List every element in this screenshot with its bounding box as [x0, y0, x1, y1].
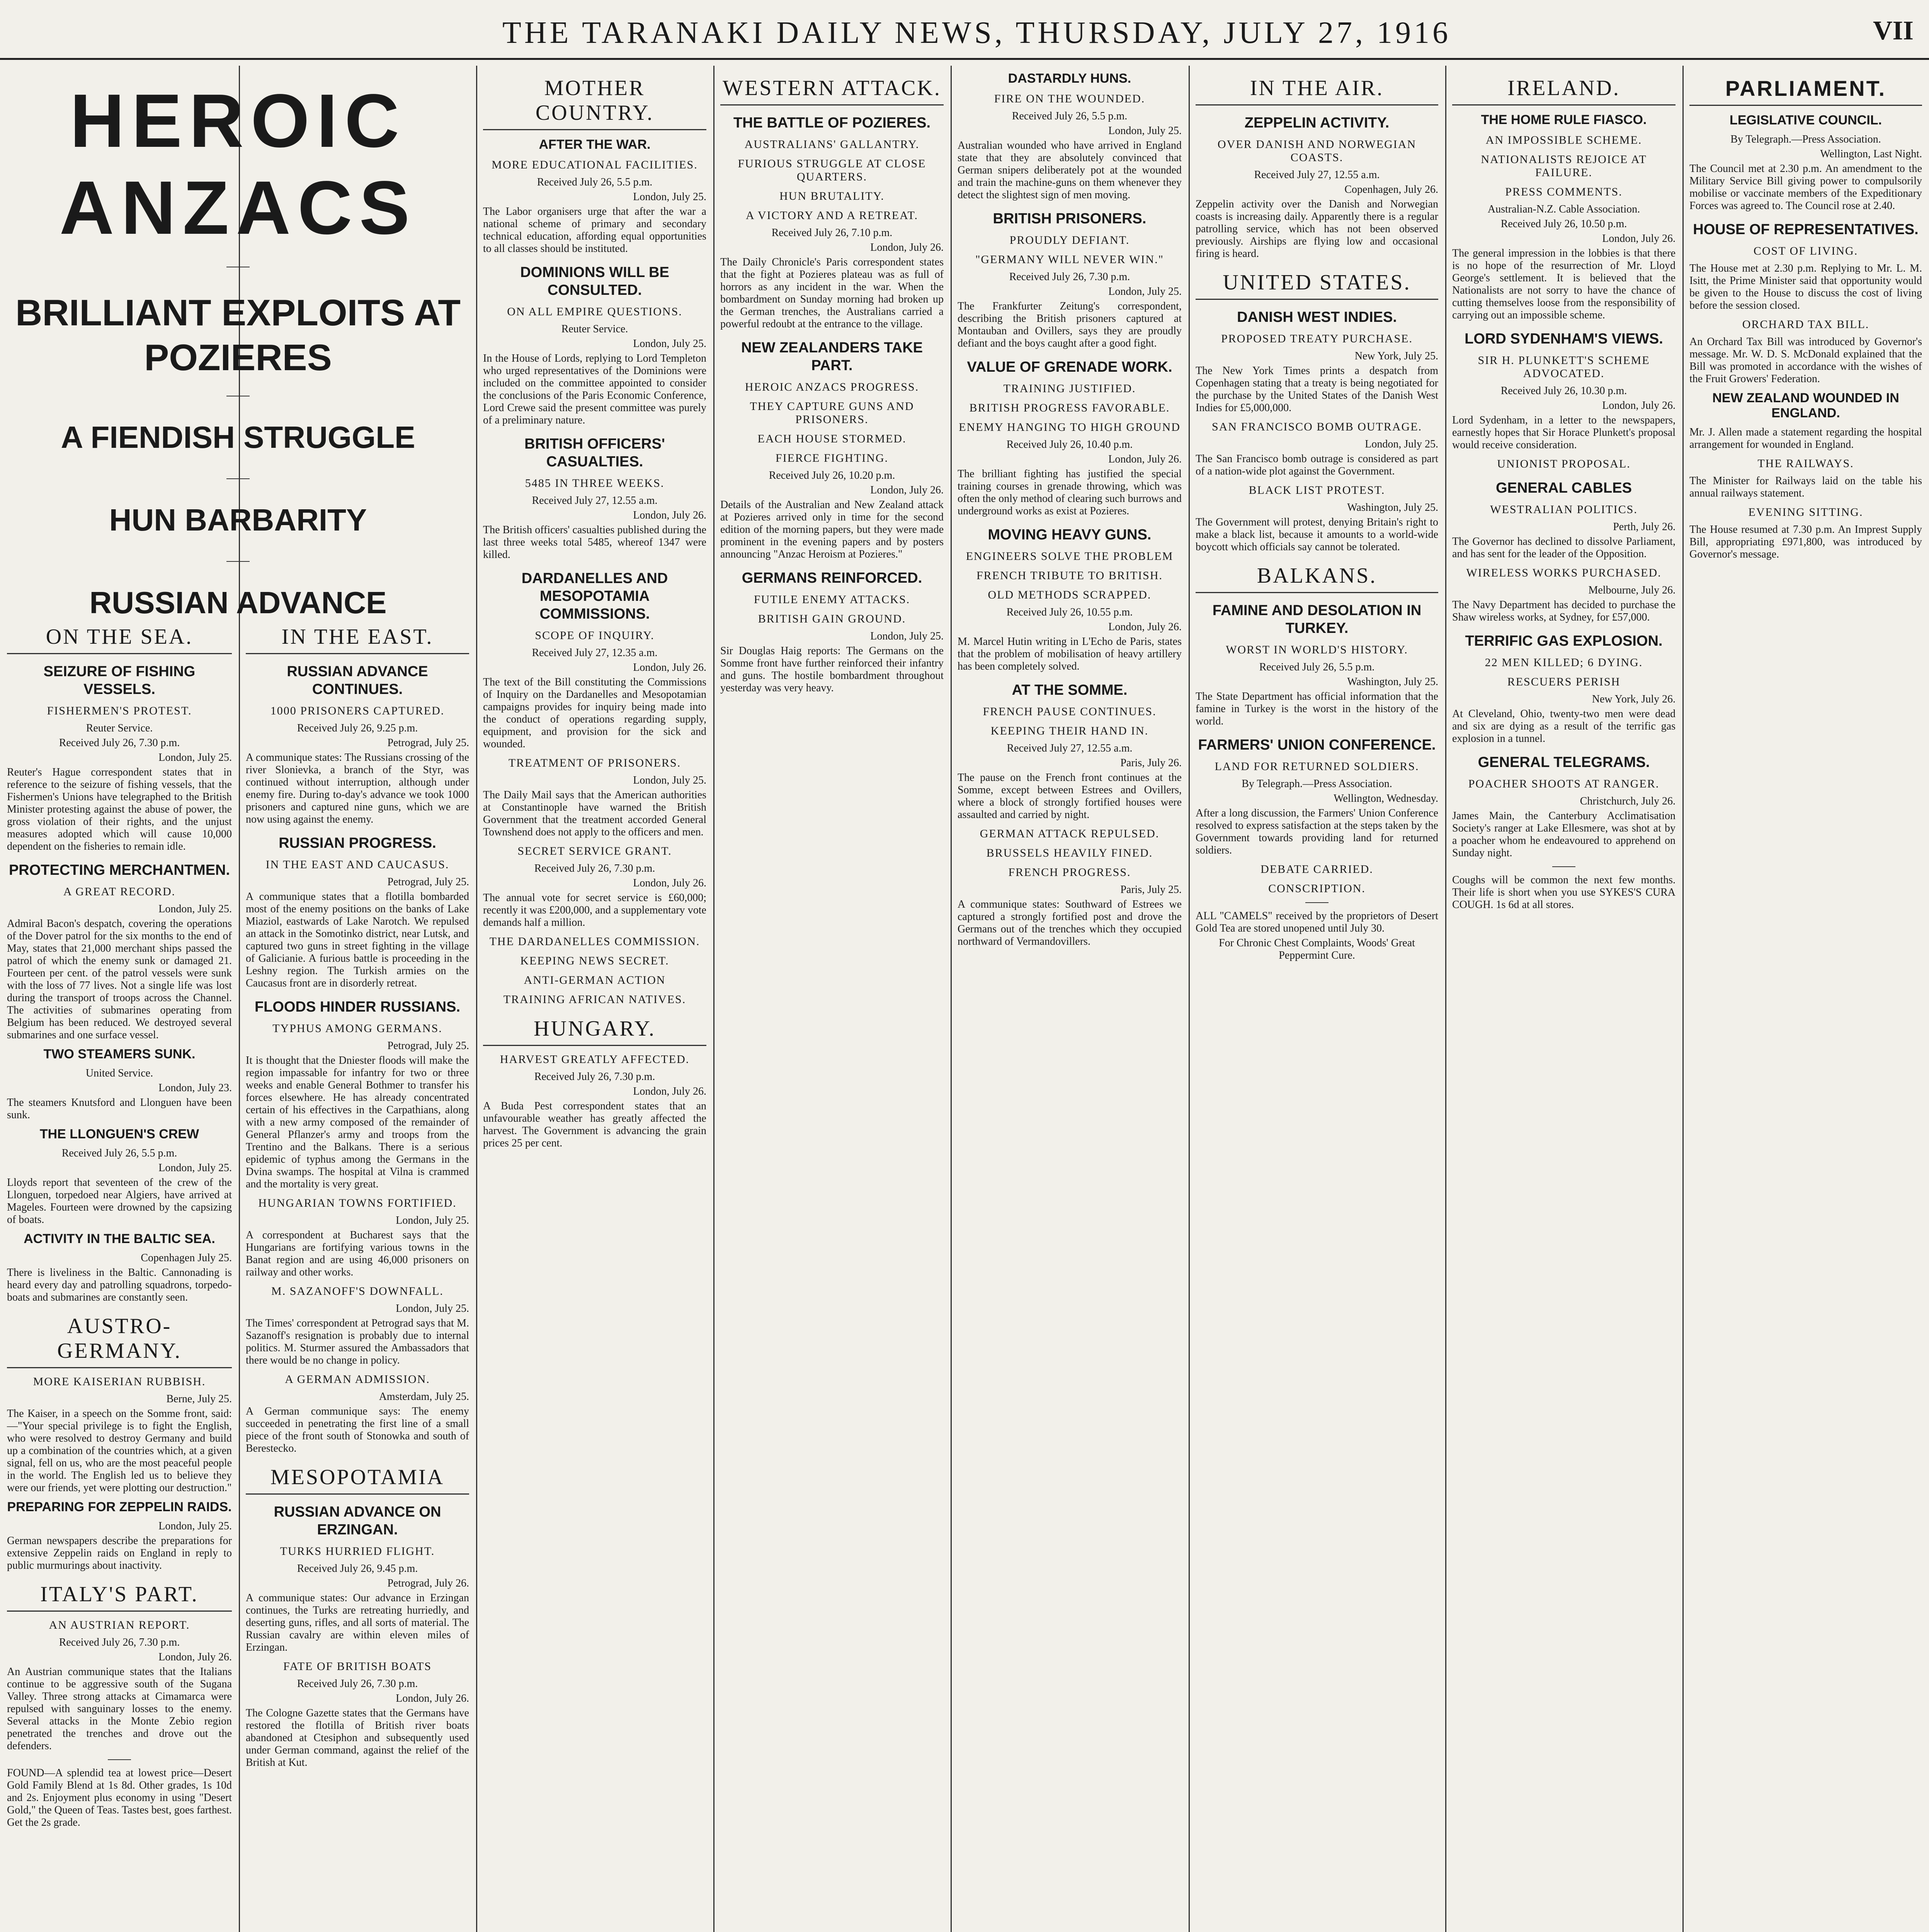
subhead: EACH HOUSE STORMED. — [757, 432, 907, 445]
subhead: NATIONALISTS REJOICE AT FAILURE. — [1481, 153, 1647, 179]
subhead: HARVEST GREATLY AFFECTED. — [500, 1053, 690, 1066]
page-number: VII — [1873, 16, 1914, 46]
article-body: Sir Douglas Haig reports: The Germans on the Somme front have further reinforced their infantry and guns. The hostile bombardment throughout yesterday was very heavy. — [720, 645, 944, 694]
article-body: Lloyds report that seventeen of the crew of the Llonguen, torpedoed near Algiers, have arrived at Mageles. Fourteen were drowned by the capsizing of boats. — [7, 1177, 232, 1226]
subhead: TURKS HURRIED FLIGHT. — [280, 1545, 435, 1558]
dateline: London, July 26. — [633, 509, 706, 521]
headline: AFTER THE WAR. — [539, 137, 651, 152]
column-3 — [476, 66, 713, 1932]
headline-fiendish-struggle: A FIENDISH STRUGGLE — [61, 420, 415, 454]
advertisement: For Chronic Chest Complaints, Woods' Great Peppermint Cure. — [1219, 937, 1415, 961]
headline: NEW ZEALANDERS TAKE PART. — [741, 340, 923, 374]
subhead: A VICTORY AND A RETREAT. — [745, 209, 919, 222]
article-body: It is thought that the Dniester floods will make the region impassable for infantry for two or three weeks and enable General Bothmer to transfer his forces elsewhere. He has already concentrated certain of his effectives in the Carpathians, along with a new army composed of the remainder of General Pflanzer's army and troops from the Trentino and the Balkans. There is a serious epidemic of typhus among the Germans in the Dvina swamps. The hospital at Vilna is crammed and the mortality is very great. — [246, 1054, 469, 1190]
subhead: POACHER SHOOTS AT RANGER. — [1468, 777, 1660, 790]
headline: BRITISH OFFICERS' CASUALTIES. — [524, 436, 665, 470]
subhead: WORST IN WORLD'S HISTORY. — [1226, 643, 1408, 656]
received: Received July 27, 12.55 a.m. — [1007, 742, 1133, 754]
dateline: London, July 26. — [396, 1692, 469, 1704]
subhead: FRENCH TRIBUTE TO BRITISH. — [976, 569, 1163, 582]
headline: LEGISLATIVE COUNCIL. — [1729, 113, 1882, 128]
article-body: After a long discussion, the Farmers' Union Conference resolved to express satisfaction at the steps taken by the Government towards providing land for returned soldiers. — [1196, 807, 1438, 856]
subhead: THE DARDANELLES COMMISSION. — [489, 935, 700, 948]
section-hungary: HUNGARY. — [483, 1016, 706, 1046]
article-body: A Buda Pest correspondent states that an unfavourable weather has greatly affected the harvest. The Government is advancing the grain prices 25 per cent. — [483, 1100, 706, 1149]
dateline: Petrograd, July 25. — [387, 737, 469, 749]
subhead: A GERMAN ADMISSION. — [285, 1373, 430, 1386]
subhead: ENGINEERS SOLVE THE PROBLEM — [966, 550, 1174, 563]
received: Received July 27, 12.55 a.m. — [532, 495, 658, 507]
divider — [1552, 866, 1575, 867]
headline: FLOODS HINDER RUSSIANS. — [254, 999, 461, 1015]
article-body: The general impression in the lobbies is that there is no hope of the resurrection of Mr. Lloyd George's settlement. It is believed that the Nationalists are not sorry to have the chance of cutting themselves loose from the responsibility of carrying out an impossible scheme. — [1452, 247, 1676, 321]
subhead: WIRELESS WORKS PURCHASED. — [1466, 566, 1662, 579]
subhead: PROUDLY DEFIANT. — [1009, 234, 1130, 247]
headline: PREPARING FOR ZEPPELIN RAIDS. — [7, 1500, 232, 1514]
subhead: HUN BRUTALITY. — [779, 190, 885, 202]
article-body: The steamers Knutsford and Llonguen have been sunk. — [7, 1097, 232, 1121]
subhead: BRITISH PROGRESS FAVORABLE. — [969, 401, 1170, 414]
subhead: SIR H. PLUNKETT'S SCHEME ADVOCATED. — [1478, 354, 1650, 380]
section-mesopotamia: MESOPOTAMIA — [246, 1465, 469, 1495]
service: Reuter Service. — [561, 323, 628, 335]
subhead: SCOPE OF INQUIRY. — [535, 629, 655, 642]
column-5 — [951, 66, 1189, 1932]
subhead: SAN FRANCISCO BOMB OUTRAGE. — [1211, 420, 1422, 433]
subhead: OVER DANISH AND NORWEGIAN COASTS. — [1217, 138, 1417, 164]
received: Received July 26, 7.10 p.m. — [771, 227, 893, 239]
dateline: London, July 25. — [1108, 286, 1182, 298]
dateline: London, July 26. — [633, 1085, 706, 1097]
headline: MOVING HEAVY GUNS. — [988, 527, 1152, 543]
article-body: An Austrian communique states that the Italians continue to be aggressive south of the Sugana Valley. Three strong attacks at Cimamarca were repulsed with sanguinary losses to the enemy. Several attacks in the Monte Zebio region penetrated the trenches and drove out the defenders. — [7, 1666, 232, 1752]
subhead: UNIONIST PROPOSAL. — [1497, 457, 1631, 470]
headline: VALUE OF GRENADE WORK. — [967, 359, 1172, 375]
subhead: KEEPING NEWS SECRET. — [520, 954, 669, 967]
dateline: London, July 26. — [1108, 453, 1182, 465]
received: Received July 27, 12.35 a.m. — [532, 647, 658, 659]
column-2 — [239, 614, 476, 1932]
article-body: A communique states: Our advance in Erzingan continues, the Turks are retreating hurriedly, and deserting guns, rifles, and all sorts of material. The Russian cavalry are within eleven miles of Erzingan. — [246, 1592, 469, 1653]
column-8 — [1682, 66, 1929, 1932]
subhead: KEEPING THEIR HAND IN. — [990, 724, 1149, 737]
dateline: London, July 26. — [1602, 233, 1676, 245]
headline: LORD SYDENHAM'S VIEWS. — [1465, 331, 1663, 347]
article-body: The House resumed at 7.30 p.m. An Imprest Supply Bill, appropriating £971,800, was introduced by Governor's message. — [1689, 524, 1922, 560]
headline: AT THE SOMME. — [1012, 682, 1128, 698]
dateline: London, July 25. — [396, 1303, 469, 1315]
article-body: A communique states: Southward of Estrees we captured a strongly fortified post and drove the Germans out of the trenches which they occupied northward of Vermandovillers. — [958, 898, 1182, 947]
subhead: PROPOSED TREATY PURCHASE. — [1221, 332, 1413, 345]
dateline: Christchurch, July 26. — [1580, 795, 1676, 807]
dateline: London, July 26. — [633, 662, 706, 673]
received: Received July 26, 5.5 p.m. — [537, 176, 653, 188]
article-body: James Main, the Canterbury Acclimatisation Society's ranger at Lake Ellesmere, was shot at by a poacher whom he endeavoured to apprehend on Sunday night. — [1452, 810, 1676, 859]
headline: DOMINIONS WILL BE CONSULTED. — [520, 264, 669, 298]
dateline: Washington, July 25. — [1347, 676, 1438, 688]
article-body: The Daily Chronicle's Paris correspondent states that the fight at Pozieres plateau was as full of horrors as any incident in the war. When the bombardment on Sunday morning had broken up the German trenches, the Australians carried a powerful redoubt at the entrance to the village. — [720, 256, 944, 330]
dateline: New York, July 25. — [1354, 350, 1438, 362]
received: Received July 26, 7.30 p.m. — [534, 862, 655, 874]
headline: THE BATTLE OF POZIERES. — [733, 115, 931, 131]
divider — [226, 478, 250, 479]
service: By Telegraph.—Press Association. — [1242, 778, 1392, 790]
article-body: German newspapers describe the preparations for extensive Zeppelin raids on England in reply to public murmurings about inactivity. — [7, 1535, 232, 1571]
headline-hun-barbarity: HUN BARBARITY — [109, 503, 367, 537]
article-body: The Times' correspondent at Petrograd says that M. Sazanoff's resignation is probably due to internal politics. M. Sturmer assured the Ambassadors that there would be no change in policy. — [246, 1317, 469, 1366]
subhead: FRENCH PAUSE CONTINUES. — [983, 705, 1157, 718]
article-body: Admiral Bacon's despatch, covering the operations of the Dover patrol for the six months to the end of May, states that 21,000 merchant ships passed the patrol of which the enemy sunk or damaged 21. Fourteen per cent. of the patrol vessels were sunk with the loss of 77 lives. Not a single life was lost during the transport of troops across the Channel. The activities of submarines operating from Belgium has been reduced. We destroyed several submarines and one surface vessel. — [7, 918, 232, 1041]
subhead: WESTRALIAN POLITICS. — [1490, 503, 1638, 516]
section-mother-country: MOTHER COUNTRY. — [483, 76, 706, 130]
dateline: London, July 25. — [633, 191, 706, 203]
subhead: M. SAZANOFF'S DOWNFALL. — [271, 1285, 444, 1298]
headline: DARDANELLES AND MESOPOTAMIA COMMISSIONS. — [521, 570, 668, 622]
article-body: The Governor has declined to dissolve Parliament, and has sent for the leader of the Opposition. — [1452, 536, 1676, 560]
headline: PROTECTING MERCHANTMEN. — [9, 862, 230, 878]
section-in-the-air: IN THE AIR. — [1196, 76, 1438, 105]
advertisement: ALL "CAMELS" received by the proprietors of Desert Gold Tea are stored unopened until July 30. — [1196, 910, 1438, 934]
section-western-attack: WESTERN ATTACK. — [720, 76, 944, 105]
dateline: Copenhagen, July 26. — [1344, 184, 1438, 196]
dateline: New York, July 26. — [1592, 693, 1676, 705]
article-body: The annual vote for secret service is £60,000; recently it was £200,000, and a supplementary vote demands half a million. — [483, 892, 706, 929]
headline-russian-advance: RUSSIAN ADVANCE — [89, 585, 387, 614]
dateline: London, July 26. — [870, 484, 944, 496]
subhead: LAND FOR RETURNED SOLDIERS. — [1215, 760, 1419, 773]
masthead-title: THE TARANAKI DAILY NEWS, THURSDAY, JULY 27, 1916 — [502, 16, 1451, 50]
subhead: TRAINING AFRICAN NATIVES. — [503, 993, 686, 1006]
headline: THE HOME RULE FIASCO. — [1481, 112, 1647, 127]
dateline: Berne, July 25. — [166, 1393, 232, 1405]
section-parliament: PARLIAMENT. — [1689, 76, 1922, 106]
article-body: At Cleveland, Ohio, twenty-two men were dead and six are dying as a result of the terrific gas explosion in a tunnel. — [1452, 708, 1676, 745]
subhead: OLD METHODS SCRAPPED. — [988, 588, 1152, 601]
subhead: FIRE ON THE WOUNDED. — [994, 92, 1145, 105]
received: Received July 26, 10.30 p.m. — [1500, 385, 1627, 397]
dateline: Petrograd, July 25. — [387, 876, 469, 888]
subhead: ON ALL EMPIRE QUESTIONS. — [507, 305, 682, 318]
article-body: A German communique says: The enemy succeeded in penetrating the first line of a small piece of the front south of Stonowka and south of Berestecko. — [246, 1405, 469, 1454]
article-body: Mr. J. Allen made a statement regarding the hospital arrangement for wounded in England. — [1689, 426, 1922, 451]
headline: THE LLONGUEN'S CREW — [39, 1127, 199, 1141]
dateline: Wellington, Wednesday. — [1334, 793, 1438, 804]
dateline: London, July 26. — [870, 242, 944, 253]
article-body: The San Francisco bomb outrage is considered as part of a nation-wide plot against the Government. — [1196, 453, 1438, 477]
headline: TWO STEAMERS SUNK. — [43, 1047, 196, 1061]
dateline: Petrograd, July 25. — [387, 1040, 469, 1052]
dateline: London, July 25. — [158, 1520, 232, 1532]
article-body: Australian wounded who have arrived in England state that they are absolutely convinced that German snipers deliberately pot at the wounded and train the machine-guns on them whenever they detect the slightest sign of men moving. — [958, 139, 1182, 201]
divider — [226, 561, 250, 562]
article-body: A correspondent at Bucharest says that the Hungarians are fortifying various towns in the Banat region and are using 46,000 prisoners on railway and other works. — [246, 1229, 469, 1278]
dateline: London, July 25. — [158, 1162, 232, 1174]
service: Australian-N.Z. Cable Association. — [1487, 203, 1640, 215]
dateline: London, July 25. — [158, 903, 232, 915]
received: Received July 26, 7.30 p.m. — [59, 1636, 180, 1648]
dateline: London, July 25. — [1365, 438, 1438, 450]
subhead: TYPHUS AMONG GERMANS. — [272, 1022, 442, 1035]
service: By Telegraph.—Press Association. — [1730, 133, 1881, 145]
subhead: 5485 IN THREE WEEKS. — [525, 477, 665, 490]
subhead: "GERMANY WILL NEVER WIN." — [975, 253, 1164, 266]
divider — [108, 1759, 131, 1760]
article-body: The British officers' casualties published during the last three weeks total 5485, whereof 1347 were killed. — [483, 524, 706, 561]
article-body: There is liveliness in the Baltic. Cannonading is heard every day and patrolling squadrons, torpedo-boats and submarines are constantly seen. — [7, 1267, 232, 1303]
article-body: A communique states: The Russians crossing of the river Slonievka, a branch of the Styr, was continued without interruption, although under enemy fire. During to-day's advance we took 1000 prisoners and captured nine guns, which we are now using against the enemy. — [246, 752, 469, 825]
headline: ZEPPELIN ACTIVITY. — [1244, 115, 1390, 131]
headline: GERMANS REINFORCED. — [742, 570, 922, 586]
article-body: M. Marcel Hutin writing in L'Echo de Paris, states that the problem of mobilisation of heavy artillery has been completely solved. — [958, 636, 1182, 672]
dateline: London, July 25. — [633, 774, 706, 786]
subhead: TRAINING JUSTIFIED. — [1003, 382, 1136, 395]
article-body: The House met at 2.30 p.m. Replying to Mr. L. M. Isitt, the Prime Minister said that opportunity would be given to the House to discuss the cost of living before the session closed. — [1689, 262, 1922, 311]
article-body: A communique states that a flotilla bombarded most of the enemy positions on the banks of Lake Miaziol, eastwards of Lake Narotch. We repulsed an attack in the Somotinko district, near Lutsk, and captured two guns in street fighting in the village of Galicianie. A furious battle is proceeding in the Leshny region. The Turkish armies on the Caucasus front are in disorderly retreat. — [246, 891, 469, 989]
article-body: An Orchard Tax Bill was introduced by Governor's message. Mr. W. D. S. McDonald explained that the Bill was promoted in accordance with the wishes of the Fruit Growers' Federation. — [1689, 336, 1922, 385]
section-in-the-east: IN THE EAST. — [246, 624, 469, 654]
article-body: The Frankfurter Zeitung's correspondent, describing the British prisoners captured at Montauban and Ovillers, says they are proudly defiant and the boys caught after a good fight. — [958, 300, 1182, 349]
article-body: The text of the Bill constituting the Commissions of Inquiry on the Dardanelles and Mesopotamian campaigns provides for inquiry being made into the conduct of operations regarding supply, equipment, and provision for the sick and wounded. — [483, 676, 706, 750]
article-body: The Kaiser, in a speech on the Somme front, said:—"Your special privilege is to fight the English, who were resolved to destroy Germany and build up a combination of the countries which, at a given signal, fell on us, who are the most peaceful people in the world. The English led us to believe they were our friends, yet were plotting our destruction." — [7, 1408, 232, 1494]
headline: DANISH WEST INDIES. — [1237, 309, 1397, 325]
advertisement: FOUND—A splendid tea at lowest price—Desert Gold Family Blend at 1s 8d. Other grades, 1s 10d and 2s. Enjoyment plus economy in using "Desert Gold," the Queen of Teas. Tastes best, goes farthest. Get the 2s grade. — [7, 1767, 232, 1828]
article-body: The Minister for Railways laid on the table his annual railways statement. — [1689, 475, 1922, 499]
article-body: Details of the Australian and New Zealand attack at Pozieres arrived only in time for the second edition of the morning papers, but they were made prominent in the evening papers and by posters announcing "Anzac Heroism at Pozieres." — [720, 499, 944, 560]
received: Received July 26, 5.5 p.m. — [61, 1147, 177, 1159]
advertisement: Coughs will be common the next few months. Their life is short when you use SYKES'S CURA COUGH. 1s 6d at all stores. — [1452, 874, 1676, 911]
dateline: London, July 26. — [1108, 621, 1182, 633]
service: United Service. — [85, 1067, 153, 1079]
headline: BRITISH PRISONERS. — [993, 211, 1147, 227]
headline: RUSSIAN ADVANCE CONTINUES. — [287, 663, 428, 697]
article-body: The Navy Department has decided to purchase the Shaw wireless works, at Sydney, for £57,000. — [1452, 599, 1676, 623]
headline: FARMERS' UNION CONFERENCE. — [1198, 737, 1436, 753]
article-body: In the House of Lords, replying to Lord Templeton who urged representatives of the Dominions were included on the committee appointed to consider the conclusions of the Paris Economic Conference, Lord Crewe said the present committee was purely of a preliminary nature. — [483, 352, 706, 426]
dateline: London, July 25. — [633, 338, 706, 350]
divider — [1305, 902, 1329, 903]
subhead: IN THE EAST AND CAUCASUS. — [265, 858, 449, 871]
section-balkans: BALKANS. — [1196, 563, 1438, 593]
subhead: PRESS COMMENTS. — [1505, 185, 1623, 198]
headline: SEIZURE OF FISHING VESSELS. — [43, 663, 196, 697]
article-body: The Government will protest, denying Britain's right to make a black list, because it amounts to a world-wide boycott which officials say cannot be tolerated. — [1196, 516, 1438, 553]
subhead: 22 MEN KILLED; 6 DYING. — [1485, 656, 1643, 669]
subhead: TREATMENT OF PRISONERS. — [508, 757, 681, 769]
article-body: The Cologne Gazette states that the Germans have restored the flotilla of British river boats abandoned at Ctesiphon and subsequently used under German command, against the relief of the British at Kut. — [246, 1707, 469, 1769]
subhead: THEY CAPTURE GUNS AND PRISONERS. — [750, 400, 914, 426]
dateline: Washington, July 25. — [1347, 502, 1438, 514]
subhead: AN IMPOSSIBLE SCHEME. — [1485, 134, 1642, 146]
article-body: The pause on the French front continues at the Somme, except between Estrees and Ovillers, where a block of strongly fortified houses were assaulted and carried by night. — [958, 772, 1182, 821]
subhead: EVENING SITTING. — [1748, 506, 1863, 519]
article-body: Lord Sydenham, in a letter to the newspapers, earnestly hopes that Sir Horace Plunkett's proposal would receive consideration. — [1452, 414, 1676, 451]
article-body: The New York Times prints a despatch from Copenhagen stating that a treaty is being negotiated for the purchase by the United States of the Danish West Indies for £5,000,000. — [1196, 365, 1438, 414]
received: Received July 26, 5.5 p.m. — [1012, 110, 1128, 122]
subhead: FIERCE FIGHTING. — [776, 452, 888, 464]
dateline: London, July 23. — [158, 1082, 232, 1094]
headline: GENERAL CABLES — [1496, 480, 1632, 496]
received: Received July 27, 12.55 a.m. — [1254, 169, 1380, 181]
dateline: Perth, July 26. — [1613, 521, 1676, 533]
received: Received July 26, 7.30 p.m. — [1009, 271, 1130, 283]
received: Received July 26, 7.30 p.m. — [59, 737, 180, 749]
subhead: AN AUSTRIAN REPORT. — [49, 1619, 190, 1631]
subhead: HEROIC ANZACS PROGRESS. — [745, 381, 919, 393]
received: Received July 26, 9.45 p.m. — [297, 1563, 418, 1575]
subhead: AUSTRALIANS' GALLANTRY. — [744, 138, 920, 151]
subhead: THE RAILWAYS. — [1757, 457, 1854, 470]
subhead: 1000 PRISONERS CAPTURED. — [270, 704, 445, 717]
dateline: London, July 25. — [870, 630, 944, 642]
headline-heroic-anzacs: HEROIC ANZACS — [59, 78, 417, 250]
received: Received July 26, 5.5 p.m. — [1259, 661, 1375, 673]
headline: ACTIVITY IN THE BALTIC SEA. — [24, 1231, 215, 1246]
subhead: MORE KAISERIAN RUBBISH. — [33, 1375, 206, 1388]
section-united-states: UNITED STATES. — [1196, 270, 1438, 300]
section-ireland: IRELAND. — [1452, 76, 1676, 105]
subhead: RESCUERS PERISH — [1507, 675, 1621, 688]
subhead: CONSCRIPTION. — [1268, 882, 1366, 895]
headline: RUSSIAN ADVANCE ON ERZINGAN. — [274, 1504, 441, 1538]
subhead: COST OF LIVING. — [1753, 245, 1858, 257]
headline-brilliant-exploits: BRILLIANT EXPLOITS AT POZIERES — [15, 292, 461, 378]
column-6 — [1189, 66, 1445, 1932]
column-1 — [0, 614, 239, 1932]
subhead: BRITISH GAIN GROUND. — [758, 612, 906, 625]
subhead: ANTI-GERMAN ACTION — [524, 974, 666, 986]
dateline: London, July 26. — [1602, 400, 1676, 412]
dateline: Wellington, Last Night. — [1820, 148, 1922, 160]
headline: GENERAL TELEGRAMS. — [1478, 754, 1650, 770]
dateline: Paris, July 26. — [1120, 757, 1182, 769]
subhead: FRENCH PROGRESS. — [1008, 866, 1131, 879]
article-body: The Council met at 2.30 p.m. An amendment to the Military Service Bill giving power to compulsorily mobilise or vaccinate members of the Expeditionary Forces was agreed to. The Council rose at 2.40. — [1689, 163, 1922, 212]
dateline: London, July 26. — [158, 1651, 232, 1663]
section-on-the-sea: ON THE SEA. — [7, 624, 232, 654]
section-italy: ITALY'S PART. — [7, 1582, 232, 1612]
subhead: A GREAT RECORD. — [63, 885, 176, 898]
headline: TERRIFIC GAS EXPLOSION. — [1465, 633, 1663, 649]
dateline: Copenhagen July 25. — [141, 1252, 232, 1264]
article-body: The brilliant fighting has justified the special training courses in grenade throwing, which was often the only method of clearing such burrows and underground works as exist at Pozieres. — [958, 468, 1182, 517]
subhead: ORCHARD TAX BILL. — [1742, 318, 1869, 331]
headline: RUSSIAN PROGRESS. — [279, 835, 436, 851]
received: Received July 26, 10.50 p.m. — [1500, 218, 1627, 230]
article-body: The State Department has official information that the famine in Turkey is the worst in the history of the world. — [1196, 690, 1438, 727]
received: Received July 26, 10.40 p.m. — [1006, 439, 1133, 451]
section-austro-germany: AUSTRO-GERMANY. — [7, 1314, 232, 1368]
column-4 — [713, 66, 951, 1932]
received: Received July 26, 7.30 p.m. — [534, 1071, 655, 1083]
article-body: Reuter's Hague correspondent states that in reference to the seizure of fishing vessels, that the Fishermen's Unions have telegraphed to the British Minister protesting against the abuse of power, the gross violation of their rights, and the unjust measures adopted which will cause 10,000 dependent on the fisheries to remain idle. — [7, 766, 232, 852]
headline: HOUSE OF REPRESENTATIVES. — [1693, 221, 1919, 238]
article-body: The Labor organisers urge that after the war a national scheme of primary and secondary technical education, affording equal opportunities to all classes should be instituted. — [483, 206, 706, 255]
dateline: London, July 26. — [633, 877, 706, 889]
article-body: The Daily Mail says that the American authorities at Constantinople have warned the British Government that the treatment accorded General Townshend does not apply to the officers and men. — [483, 789, 706, 838]
subhead: SECRET SERVICE GRANT. — [517, 845, 672, 857]
subhead: HUNGARIAN TOWNS FORTIFIED. — [258, 1197, 457, 1209]
article-body: Zeppelin activity over the Danish and Norwegian coasts is increasing daily. Apparently there is a regular patrolling service, which has not been observed previously. Airships are flying low and occasional firing is heard. — [1196, 198, 1438, 260]
dateline: Petrograd, July 26. — [387, 1577, 469, 1589]
dateline: London, July 25. — [396, 1214, 469, 1226]
headline: DASTARDLY HUNS. — [1008, 71, 1131, 86]
headline: FAMINE AND DESOLATION IN TURKEY. — [1212, 602, 1422, 636]
subhead: BLACK LIST PROTEST. — [1249, 484, 1385, 497]
received: Received July 26, 9.25 p.m. — [297, 722, 418, 734]
service: Reuter Service. — [86, 722, 153, 734]
subhead: FUTILE ENEMY ATTACKS. — [754, 593, 910, 606]
column-7 — [1445, 66, 1682, 1932]
dateline: London, July 25. — [1108, 125, 1182, 137]
lead-column — [0, 66, 476, 614]
dateline: Amsterdam, July 25. — [379, 1391, 469, 1403]
subhead: FISHERMEN'S PROTEST. — [47, 704, 192, 717]
subhead: ENEMY HANGING TO HIGH GROUND — [959, 421, 1181, 434]
dateline: Paris, July 25. — [1120, 884, 1182, 896]
subhead: FATE OF BRITISH BOATS — [283, 1660, 432, 1673]
received: Received July 26, 10.20 p.m. — [769, 469, 895, 481]
subhead: BRUSSELS HEAVILY FINED. — [986, 847, 1153, 859]
dateline: Melbourne, July 26. — [1588, 584, 1676, 596]
headline: NEW ZEALAND WOUNDED IN ENGLAND. — [1712, 391, 1899, 420]
subhead: DEBATE CARRIED. — [1260, 863, 1373, 876]
received: Received July 26, 10.55 p.m. — [1006, 606, 1133, 618]
subhead: FURIOUS STRUGGLE AT CLOSE QUARTERS. — [738, 157, 926, 183]
received: Received July 26, 7.30 p.m. — [297, 1678, 418, 1690]
masthead — [0, 0, 1929, 60]
dateline: London, July 25. — [158, 752, 232, 764]
subhead: GERMAN ATTACK REPULSED. — [980, 827, 1160, 840]
subhead: MORE EDUCATIONAL FACILITIES. — [492, 158, 698, 171]
